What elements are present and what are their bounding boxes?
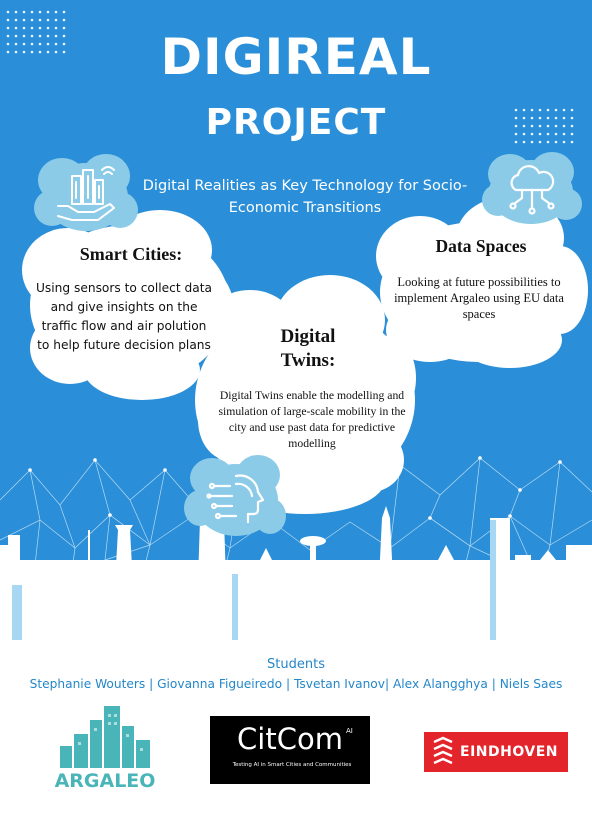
students-label: Students (267, 657, 325, 672)
argaleo-logo-text: ARGALEO (54, 770, 156, 792)
eindhoven-mark-icon (432, 736, 454, 768)
data-spaces-title: Data Spaces (435, 236, 527, 256)
eindhoven-logo-text: EINDHOVEN (460, 744, 558, 760)
smart-cities-text: Using sensors to collect data and give insights on the traffic flow and air polution to help future decision plans (36, 281, 212, 352)
subtitle: Digital Realities as Key Technology for Socio-Economic Transitions (142, 178, 468, 216)
citcom-logo-name: CitCom (237, 722, 343, 756)
citcom-logo-ai: AI (346, 727, 353, 735)
data-spaces-text: Looking at future possibilities to implement Argaleo using EU data spaces (394, 275, 564, 321)
digital-twins-title-line-1: Digital (280, 326, 336, 347)
title-line-1: DIGIREAL (160, 28, 432, 86)
smart-city-hand-icon (52, 166, 122, 228)
students-names: Stephanie Wouters | Giovanna Figueiredo | Tsvetan Ivanov| Alex Alangghya | Niels Saes (29, 677, 563, 691)
digital-twins-title-line-2: Twins: (280, 350, 336, 371)
digital-twins-title (248, 325, 368, 373)
digital-twins-text: Digital Twins enable the modelling and simulation of large-scale mobility in the city and use past data for predictive modelling (218, 389, 406, 450)
citcom-logo-tagline: Testing AI in Smart Cities and Communities (232, 762, 352, 768)
cloud-network-icon (506, 164, 558, 220)
argaleo-logo-graphic (56, 704, 154, 768)
ai-head-icon (206, 470, 270, 530)
smart-cities-title: Smart Cities: (79, 244, 183, 264)
title-line-2: PROJECT (205, 102, 387, 143)
